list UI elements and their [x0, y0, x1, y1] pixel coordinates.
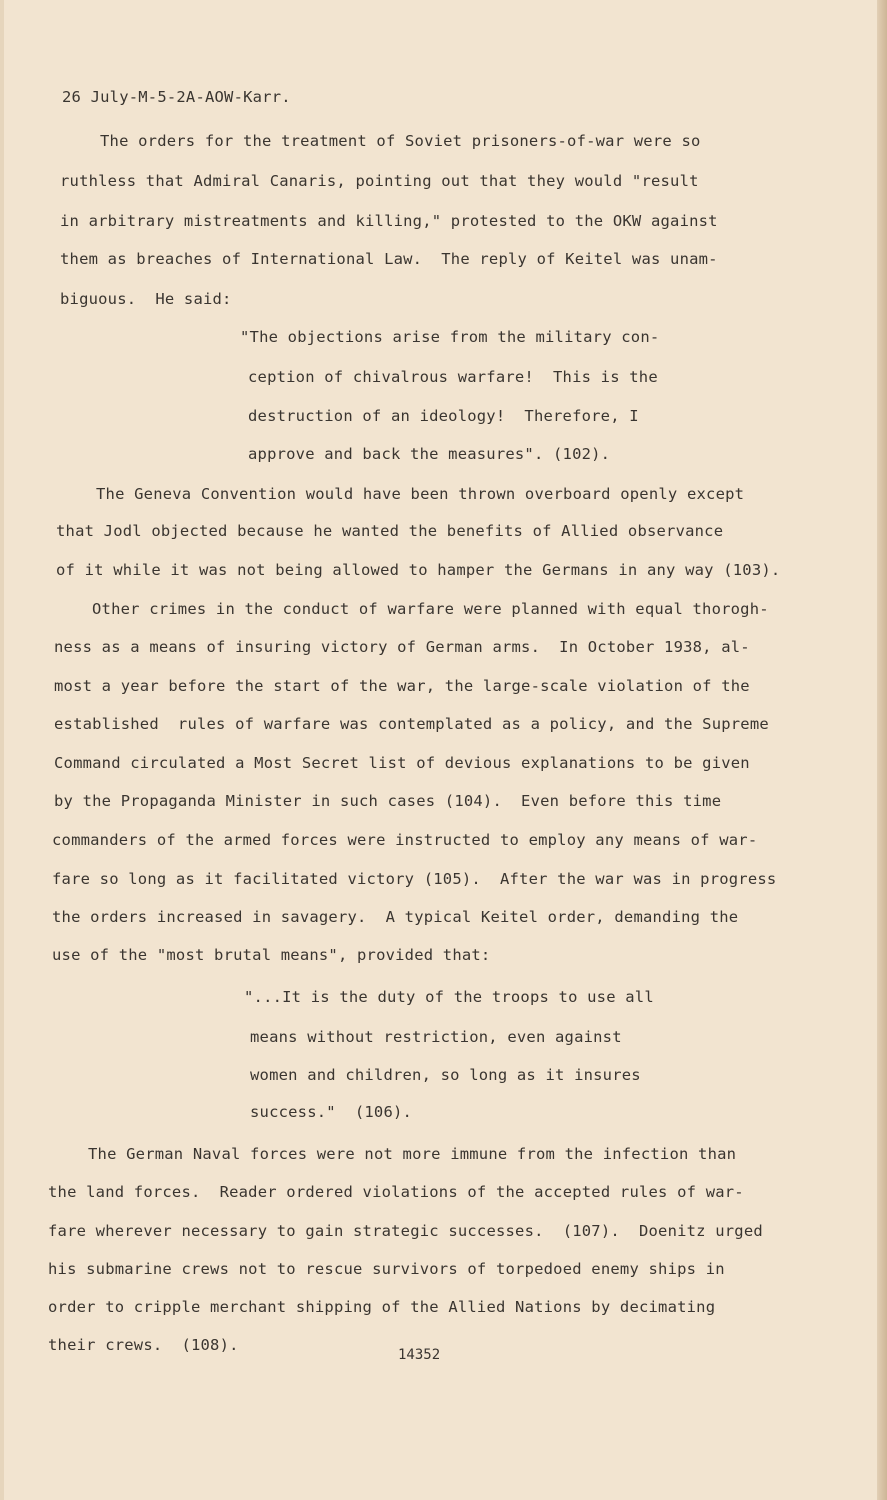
quote-line: "The objections arise from the military con- — [240, 328, 660, 346]
text-line: the orders increased in savagery. A typical Keitel order, demanding the — [52, 908, 739, 926]
text-line: fare wherever necessary to gain strategic successes. (107). Doenitz urged — [48, 1222, 763, 1240]
text-line: Command circulated a Most Secret list of devious explanations to be given — [54, 754, 750, 772]
page-left-edge — [0, 0, 4, 1500]
page-right-edge — [877, 0, 887, 1500]
text-line: The German Naval forces were not more immune from the infection than — [88, 1145, 737, 1163]
text-line: their crews. (108). — [48, 1336, 239, 1354]
text-line: most a year before the start of the war, the large-scale violation of the — [54, 677, 750, 695]
quote-line: "...It is the duty of the troops to use all — [244, 988, 654, 1006]
text-line: commanders of the armed forces were instructed to employ any means of war- — [52, 831, 758, 849]
text-line: of it while it was not being allowed to hamper the Germans in any way (103). — [56, 561, 781, 579]
text-line: them as breaches of International Law. The reply of Keitel was unam- — [60, 250, 718, 268]
text-line: biguous. He said: — [60, 290, 232, 308]
text-line: ruthless that Admiral Canaris, pointing out that they would "result — [60, 172, 699, 190]
text-line: Other crimes in the conduct of warfare were planned with equal thorogh- — [92, 600, 769, 618]
text-line: fare so long as it facilitated victory (105). After the war was in progress — [52, 870, 777, 888]
text-line: use of the "most brutal means", provided that: — [52, 946, 491, 964]
text-line: by the Propaganda Minister in such cases (104). Even before this time — [54, 792, 722, 810]
page-number: 14352 — [398, 1347, 441, 1363]
text-line: his submarine crews not to rescue survivors of torpedoed enemy ships in — [48, 1260, 725, 1278]
text-line: in arbitrary mistreatments and killing," protested to the OKW against — [60, 212, 718, 230]
page-header: 26 July-M-5-2A-AOW-Karr. — [62, 88, 291, 106]
quote-line: approve and back the measures". (102). — [248, 445, 611, 463]
quote-line: success." (106). — [250, 1103, 413, 1121]
text-line: ness as a means of insuring victory of German arms. In October 1938, al- — [54, 638, 750, 656]
text-line: the land forces. Reader ordered violations of the accepted rules of war- — [48, 1183, 744, 1201]
text-line: The orders for the treatment of Soviet prisoners-of-war were so — [100, 132, 701, 150]
text-line: The Geneva Convention would have been thrown overboard openly except — [96, 485, 745, 503]
quote-line: means without restriction, even against — [250, 1028, 622, 1046]
text-line: established rules of warfare was contemplated as a policy, and the Supreme — [54, 715, 769, 733]
quote-line: destruction of an ideology! Therefore, I — [248, 407, 639, 425]
quote-line: women and children, so long as it insures — [250, 1066, 641, 1084]
quote-line: ception of chivalrous warfare! This is the — [248, 368, 658, 386]
text-line: order to cripple merchant shipping of the Allied Nations by decimating — [48, 1298, 716, 1316]
text-line: that Jodl objected because he wanted the benefits of Allied observance — [56, 522, 724, 540]
